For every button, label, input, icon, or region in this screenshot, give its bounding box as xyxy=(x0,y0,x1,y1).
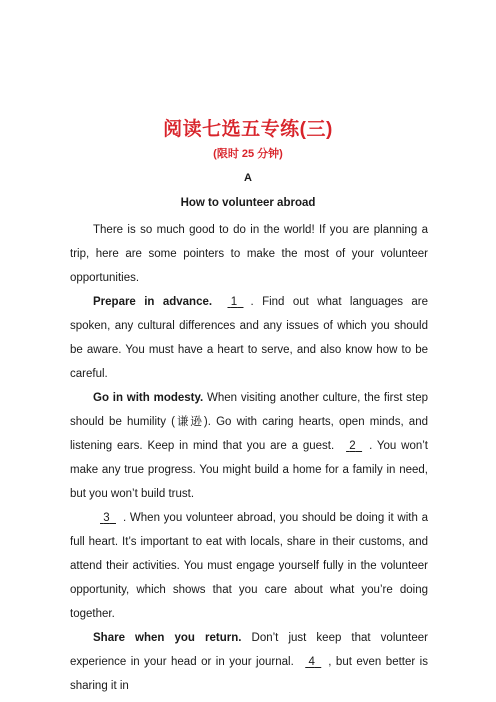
paragraph-text: Don’t just keep that volunteer experience in your head or in your journal. xyxy=(70,632,428,668)
answer-blank-2[interactable]: 2 xyxy=(349,440,356,452)
paragraph-lead: Go in with modesty. xyxy=(93,392,204,404)
section-letter: A xyxy=(244,172,252,184)
time-limit-subtitle: (限时 25 分钟) xyxy=(213,148,283,160)
paragraph-text: When visiting another culture, the first step should be humility (谦逊). Go with caring hearts, open minds, and listening ears. Keep in mind that you are a guest. xyxy=(70,392,428,452)
paragraph-intro xyxy=(70,218,428,290)
answer-blank-4[interactable]: 4 xyxy=(308,656,315,668)
paragraph-share xyxy=(70,626,428,698)
paragraph-prepare xyxy=(70,290,428,386)
paragraph-text: , but even better is sharing it in xyxy=(70,656,428,692)
answer-blank-1[interactable]: 1 xyxy=(230,296,238,308)
paragraph-text: . When you volunteer abroad, you should be doing it with a full heart. It’s important to eat with locals, share in their customs, and attend their activities. You must engage yourself fully in the volunteer opportunity, which shows that you care about what you’re doing together. xyxy=(70,512,428,620)
paragraph-text: . You won’t make any true progress. You might build a home for a family in need, but you won’t build trust. xyxy=(70,440,428,500)
paragraph-lead: Prepare in advance. xyxy=(93,296,213,308)
paragraph-modesty xyxy=(70,386,428,506)
article-title: How to volunteer abroad xyxy=(180,197,316,209)
paragraph-engage xyxy=(70,506,428,626)
article-body xyxy=(70,218,428,698)
answer-blank-3[interactable]: 3 xyxy=(103,512,110,524)
page-title: 阅读七选五专练(三) xyxy=(163,119,333,140)
paragraph-text: . Find out what languages are spoken, any cultural differences and any issues of which you should be aware. You must have a heart to serve, and also know how to be careful. xyxy=(70,296,428,380)
paragraph-lead: Share when you return. xyxy=(93,632,242,644)
paragraph-text: There is so much good to do in the world! If you are planning a trip, here are some pointers to make the most of your volunteer opportunities. xyxy=(70,224,428,284)
